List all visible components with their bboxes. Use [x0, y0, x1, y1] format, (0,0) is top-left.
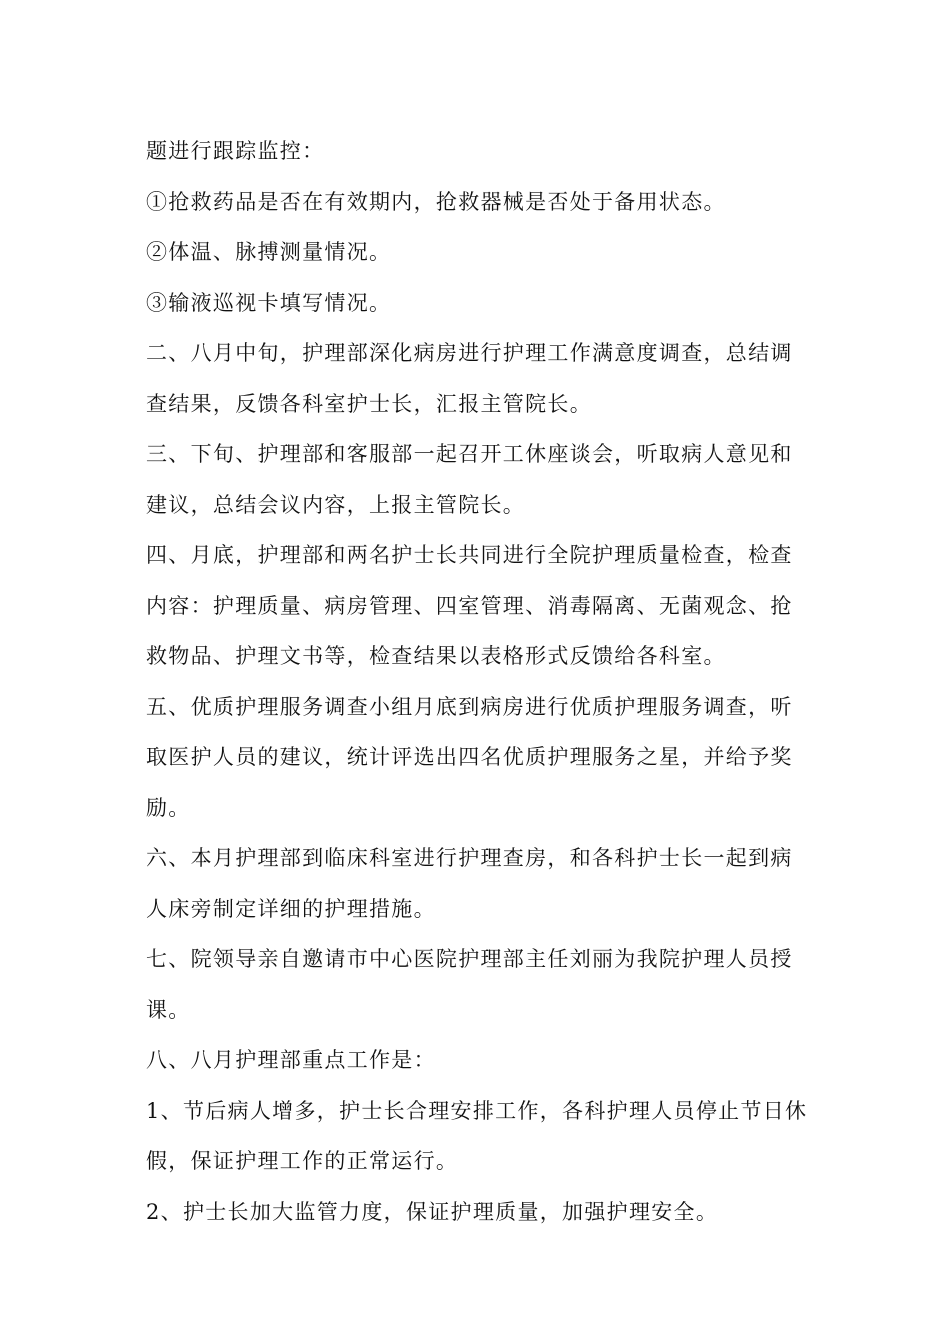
text-line: 查结果，反馈各科室护士长，汇报主管院长。: [146, 391, 592, 416]
text-line: 励。: [146, 795, 191, 820]
text-line: 题进行跟踪监控：: [146, 139, 325, 163]
document-body: [146, 126, 810, 1237]
text-line: 1、节后病人增多，护士长合理安排工作，各科护理人员停止节日休: [146, 1098, 808, 1123]
text-line: 建议，总结会议内容，上报主管院长。: [146, 492, 526, 517]
text-line: ②体温、脉搏测量情况。: [146, 240, 392, 264]
text-line: 五、优质护理服务调查小组月底到病房进行优质护理服务调查，听: [146, 694, 793, 719]
text-line: ①抢救药品是否在有效期内，抢救器械是否处于备用状态。: [146, 189, 726, 214]
text-line: 六、本月护理部到临床科室进行护理查房，和各科护士长一起到病: [146, 846, 793, 870]
text-line: 三、下旬、护理部和客服部一起召开工休座谈会，听取病人意见和: [146, 442, 793, 466]
text-line: 课。: [146, 997, 191, 1022]
text-line: 人床旁制定详细的护理措施。: [146, 896, 436, 921]
text-line: 八、八月护理部重点工作是：: [146, 1048, 436, 1072]
text-line: 2、护士长加大监管力度，保证护理质量，加强护理安全。: [146, 1199, 719, 1224]
text-line: 取医护人员的建议，统计评选出四名优质护理服务之星，并给予奖: [146, 745, 793, 769]
text-line: 四、月底，护理部和两名护士长共同进行全院护理质量检查，检查: [146, 543, 793, 567]
text-line: 救物品、护理文书等，检查结果以表格形式反馈给各科室。: [146, 644, 726, 668]
text-line: ③输液巡视卡填写情况。: [146, 290, 392, 315]
text-line: 内容：护理质量、病房管理、四室管理、消毒隔离、无菌观念、抢: [146, 593, 793, 618]
text-line: 假，保证护理工作的正常运行。: [146, 1149, 459, 1173]
text-line: 七、院领导亲自邀请市中心医院护理部主任刘丽为我院护理人员授: [146, 947, 793, 971]
text-line: 二、八月中旬，护理部深化病房进行护理工作满意度调查，总结调: [146, 341, 793, 365]
